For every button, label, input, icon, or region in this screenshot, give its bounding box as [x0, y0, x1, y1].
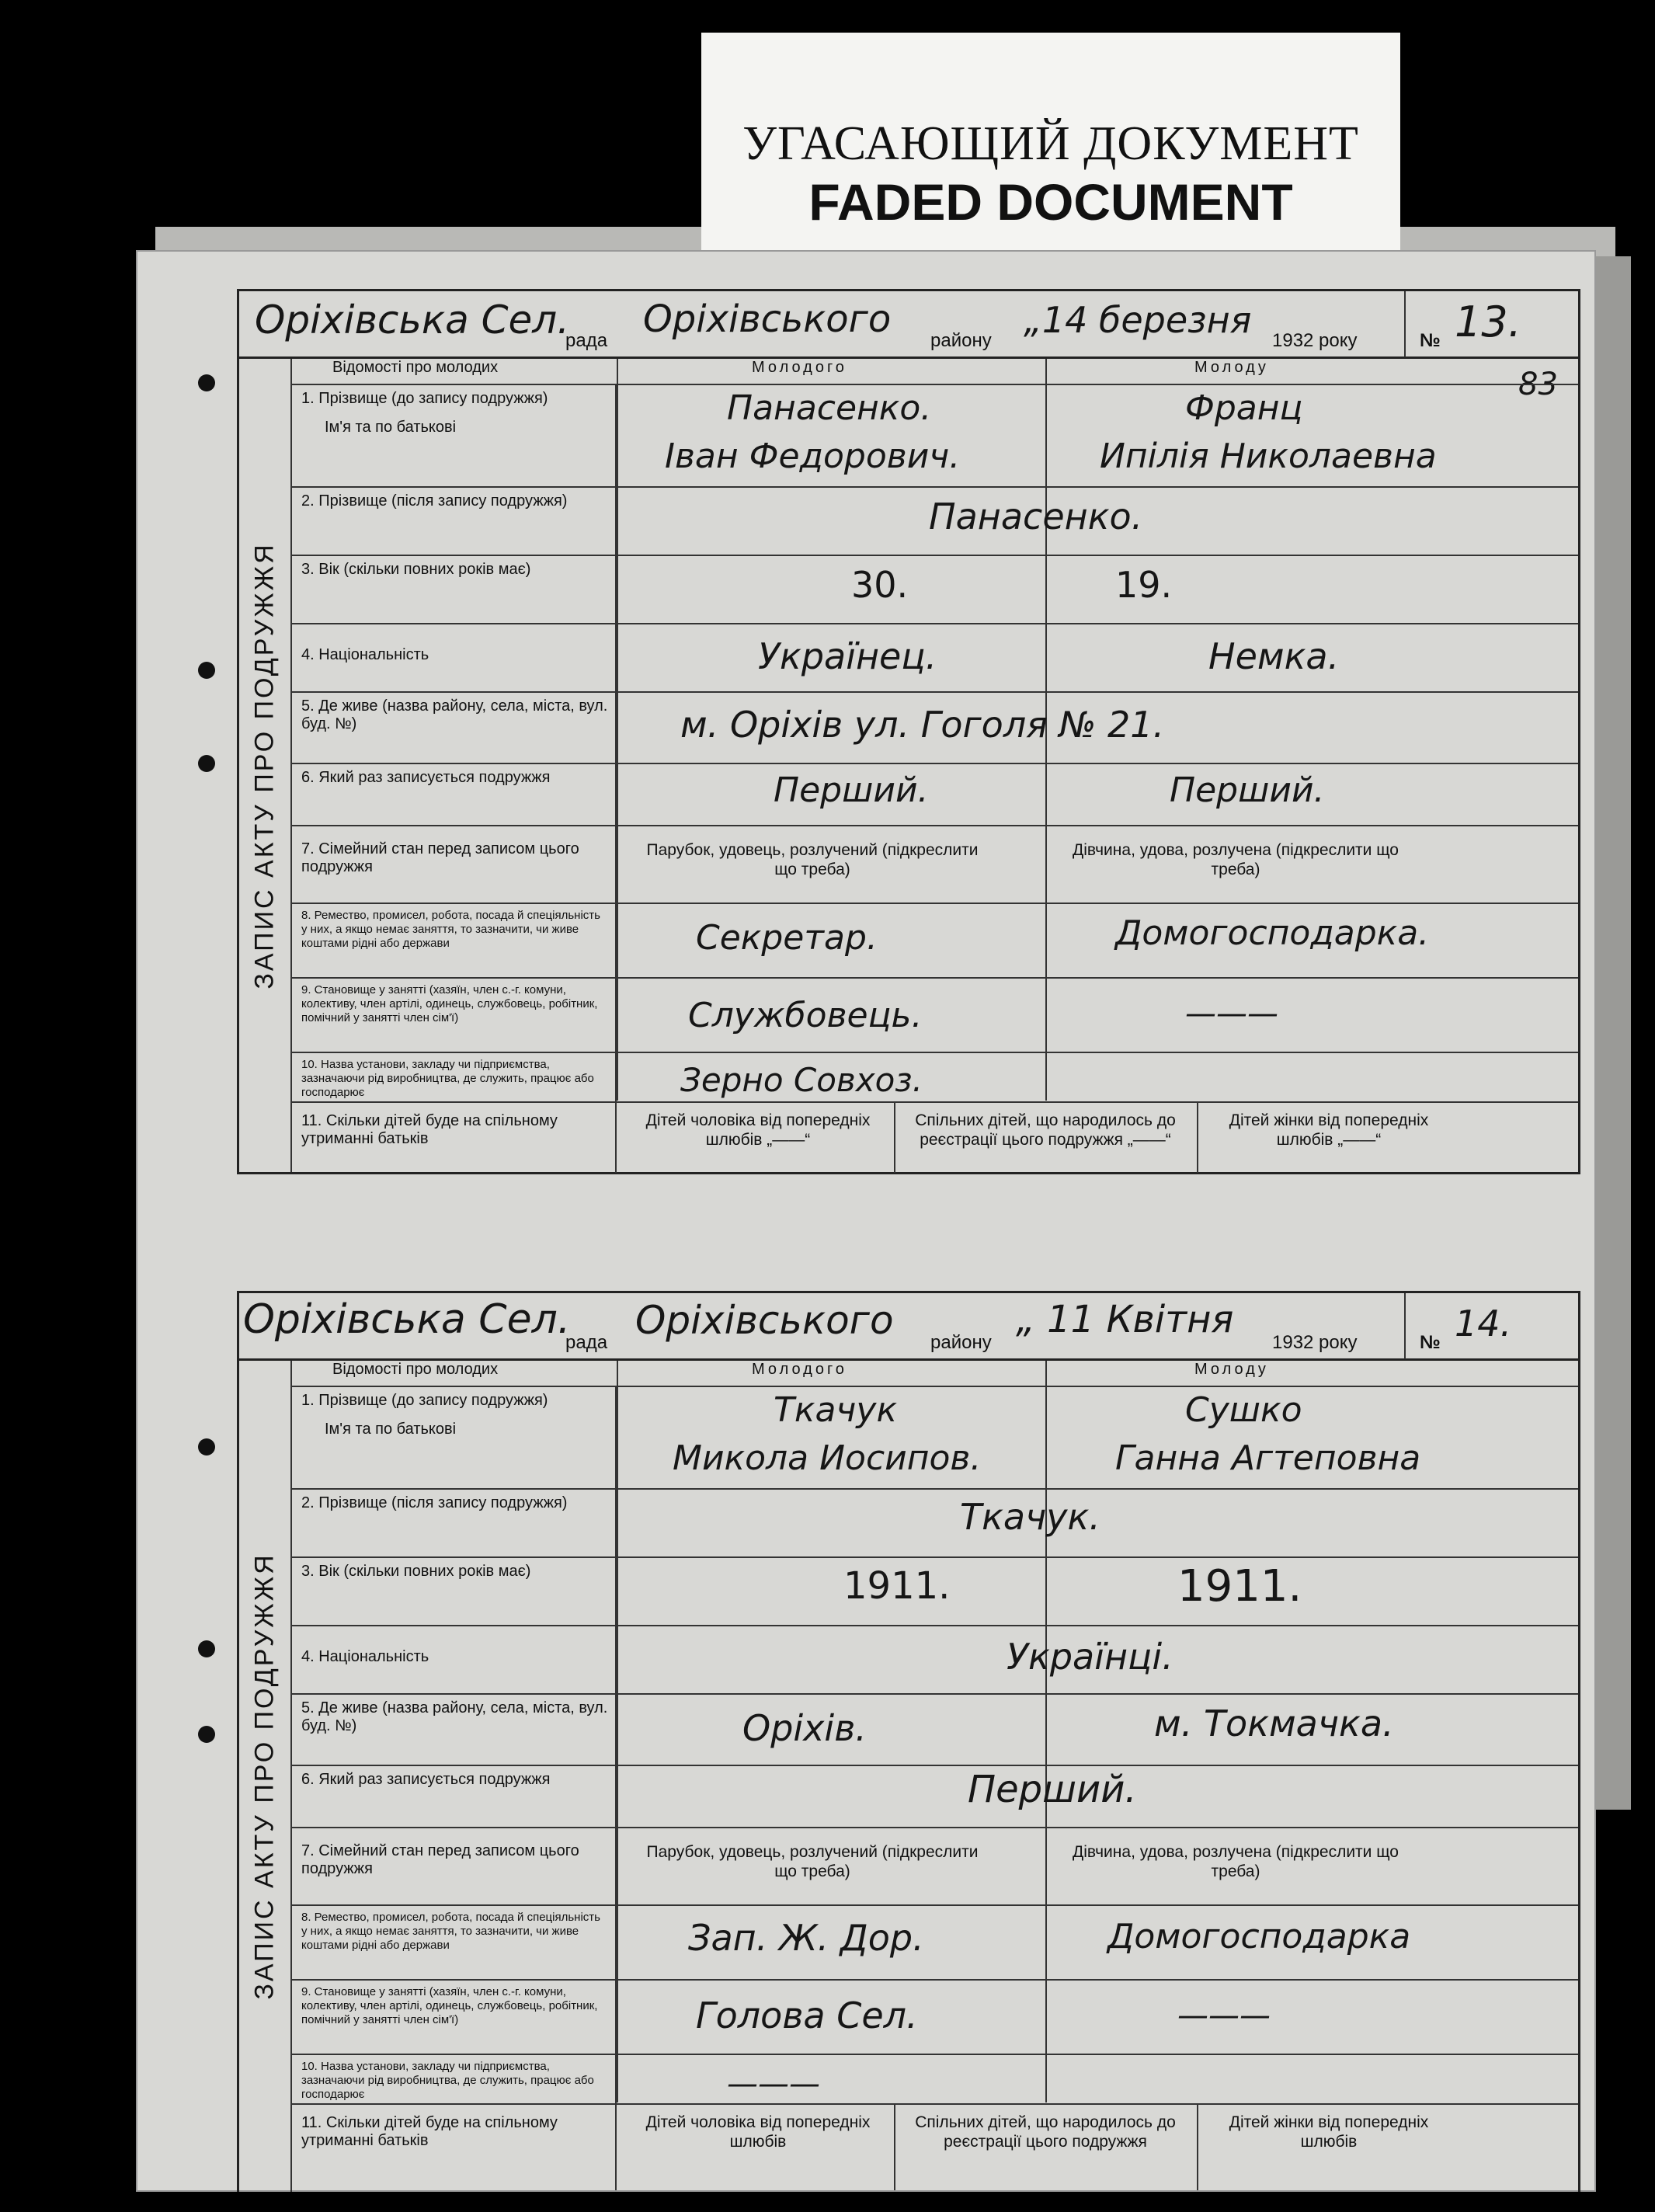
record-number: 13. [1455, 297, 1521, 346]
groom-occupation: Зап. Ж. Дор. [688, 1917, 924, 1959]
groom-header: Молодого [752, 359, 847, 376]
row-organization: 10. Назва установи, закладу чи підприємства, зазначаючи рід виробництва, де служить, працює або господарює ——— [292, 2054, 1578, 2105]
marriage-record-2 [237, 1291, 1580, 2192]
row-position: 9. Становище у занятті (хазяїн, член с.-г. комуни, колективу, член артілі, одинець, службовець, робітник, помічний у занятті член сім'ї) Службовець. ——— [292, 977, 1578, 1053]
groom-age: 1911. [843, 1564, 951, 1608]
record-date: „14 березня [1024, 299, 1252, 341]
row-times: 6. Який раз записується подружжя Перший. [292, 1765, 1578, 1828]
punch-hole [198, 662, 215, 679]
nationality: Українці. [1007, 1636, 1173, 1678]
bride-times: Перший. [1170, 770, 1325, 810]
raion-label: району [930, 1332, 992, 1353]
label-en: FADED DOCUMENT [808, 173, 1293, 231]
row-status: 7. Сімейний стан перед записом цього подружжя Парубок, удовець, розлучений (підкреслити що треба) Дівчина, удова, розлучена (підкреслити що треба) [292, 1827, 1578, 1906]
row-occupation: 8. Ремество, промисел, робота, посада й спеціяльність у них, а якщо немає заняття, то зазначити, чи живе коштами рідні або держави Секретар. Домогосподарка. [292, 903, 1578, 979]
row-surname-before: 1. Прізвище (до запису подружжя) Ім'я та по батькові Панасенко. Іван Федорович. Франц Ипілія Николаевна [292, 384, 1578, 488]
residence: м. Оріхів ул. Гоголя № 21. [680, 704, 1165, 746]
groom-residence: Оріхів. [742, 1707, 867, 1749]
label-ru: УГАСАЮЩИЙ ДОКУМЕНТ [742, 117, 1359, 170]
rada-name: Оріхівська Сел. [243, 1296, 571, 1343]
bride-header: Молоду [1194, 1361, 1269, 1378]
record-table [237, 1361, 1580, 2192]
row-children: 11. Скільки дітей буде на спільному утриманні батьків Дітей чоловіка від попередніх шлюбів Спільних дітей, що народилось до реєстрації цього подружжя Дітей жінки від попередніх шлюбів [292, 2103, 1578, 2190]
rada-label: рада [565, 1332, 608, 1353]
groom-position: Службовець. [688, 996, 923, 1035]
groom-occupation: Секретар. [696, 918, 878, 958]
number-prefix: № [1420, 330, 1441, 351]
groom-position: Голова Сел. [696, 1995, 918, 2036]
document-sheet [136, 250, 1596, 2192]
row-surname-before: 1. Прізвище (до запису подружжя) Ім'я та по батькові Ткачук Микола Иосипов. Сушко Ганна Агтеповна [292, 1386, 1578, 1490]
groom-organization: Зерно Совхоз. [680, 1061, 923, 1099]
bride-name: Ипілія Николаевна [1100, 436, 1437, 476]
groom-surname: Ткачук [774, 1390, 898, 1430]
groom-surname: Панасенко. [727, 388, 932, 428]
record-number: 14. [1455, 1303, 1512, 1344]
bride-surname: Сушко [1185, 1390, 1302, 1430]
kids-husband-note: Дітей чоловіка від попередніх шлюбів „——“ [645, 1111, 871, 1149]
bride-age: 19. [1115, 564, 1173, 606]
info-header: Відомості про молодих [332, 359, 499, 376]
row-position: 9. Становище у занятті (хазяїн, член с.-г. комуни, колективу, член артілі, одинець, службовець, робітник, помічний у занятті член сім'ї) Голова Сел. ——— [292, 1979, 1578, 2055]
groom-header: Молодого [752, 1361, 847, 1378]
raion-name: Оріхівського [643, 297, 892, 341]
kids-common-note: Спільних дітей, що народилось до реєстрації цього подружжя „——“ [915, 1111, 1176, 1149]
bride-occupation: Домогосподарка [1107, 1917, 1411, 1956]
row-times: 6. Який раз записується подружжя Перший. Перший. [292, 763, 1578, 826]
marriage-record-1 [237, 289, 1580, 1174]
row-age: 3. Вік (скільки повних років має) 30. 19. [292, 555, 1578, 624]
row-status: 7. Сімейний стан перед записом цього подружжя Парубок, удовець, розлучений (підкреслити що треба) Дівчина, удова, розлучена (підкреслити що треба) [292, 825, 1578, 904]
row-surname-after: 2. Прізвище (після запису подружжя) Ткачук. [292, 1488, 1578, 1558]
bride-position: ——— [1185, 996, 1278, 1031]
record-header [237, 1291, 1580, 1361]
bride-name: Ганна Агтеповна [1115, 1438, 1421, 1478]
bride-position: ——— [1177, 1998, 1271, 2033]
punch-hole [198, 1640, 215, 1657]
year-label: 1932 року [1272, 330, 1358, 351]
bride-status-note: Дівчина, удова, розлучена (підкреслити що треба) [1073, 841, 1399, 878]
row-residence: 5. Де живе (назва району, села, міста, вул. буд. №) м. Оріхів ул. Гоголя № 21. [292, 691, 1578, 764]
row-age: 3. Вік (скільки повних років має) 1911. 1911. [292, 1556, 1578, 1626]
punch-hole [198, 755, 215, 772]
punch-hole [198, 1438, 215, 1456]
side-title: ЗАПИС АКТУ ПРО ПОДРУЖЖЯ [239, 359, 292, 1172]
info-header: Відомості про молодих [332, 1361, 499, 1378]
row-nationality: 4. Національність Українці. [292, 1625, 1578, 1695]
groom-age: 30. [851, 564, 909, 606]
row-surname-after: 2. Прізвище (після запису подружжя) Панасенко. [292, 486, 1578, 556]
kids-wife-note: Дітей жінки від попередніх шлюбів [1229, 2113, 1429, 2151]
raion-label: району [930, 330, 992, 351]
groom-status-note: Парубок, удовець, розлучений (підкреслити що треба) [646, 1843, 979, 1880]
groom-name: Іван Федорович. [665, 436, 961, 476]
times: Перший. [968, 1768, 1137, 1811]
raion-name: Оріхівського [635, 1298, 894, 1343]
surname-after: Панасенко. [929, 496, 1143, 537]
row-nationality: 4. Національність Українец. Немка. [292, 623, 1578, 693]
row-occupation: 8. Ремество, промисел, робота, посада й спеціяльність у них, а якщо немає заняття, то зазначити, чи живе коштами рідні або держави Зап. Ж. Дор. Домогосподарка [292, 1904, 1578, 1981]
year-label: 1932 року [1272, 1332, 1358, 1353]
groom-name: Микола Иосипов. [673, 1438, 982, 1478]
row-organization: 10. Назва установи, закладу чи підприємства, зазначаючи рід виробництва, де служить, працює або господарює Зерно Совхоз. [292, 1052, 1578, 1103]
rada-label: рада [565, 330, 608, 351]
kids-wife-note: Дітей жінки від попередніх шлюбів „——“ [1229, 1111, 1429, 1149]
record-date: „ 11 Квітня [1016, 1298, 1234, 1341]
bride-header: Молоду [1194, 359, 1269, 376]
kids-husband-note: Дітей чоловіка від попередніх шлюбів [645, 2113, 871, 2151]
bride-nationality: Немка. [1208, 635, 1340, 677]
bride-status-note: Дівчина, удова, розлучена (підкреслити що треба) [1073, 1843, 1399, 1880]
row-children: 11. Скільки дітей буде на спільному утриманні батьків Дітей чоловіка від попередніх шлюбів „——“ Спільних дітей, що народилось до реєстрації цього подружжя „——“ Дітей жінки від попередніх шлюбів „——“ [292, 1101, 1578, 1173]
groom-status-note: Парубок, удовець, розлучений (підкреслити що треба) [646, 841, 979, 878]
record-header [237, 289, 1580, 359]
bride-residence: м. Токмачка. [1154, 1702, 1394, 1744]
kids-common-note: Спільних дітей, що народилось до реєстрації цього подружжя [915, 2113, 1176, 2151]
row-residence: 5. Де живе (назва району, села, міста, вул. буд. №) Оріхів. м. Токмачка. [292, 1693, 1578, 1766]
number-prefix: № [1420, 1332, 1441, 1353]
groom-times: Перший. [774, 770, 929, 810]
surname-after: Ткачук. [960, 1496, 1100, 1538]
faded-document-label [701, 33, 1400, 258]
bride-occupation: Домогосподарка. [1115, 913, 1430, 953]
side-title: ЗАПИС АКТУ ПРО ПОДРУЖЖЯ [239, 1361, 292, 2192]
rada-name: Оріхівська Сел. [255, 297, 570, 343]
record-table [237, 359, 1580, 1174]
punch-hole [198, 1726, 215, 1743]
groom-organization: ——— [727, 2066, 820, 2102]
groom-nationality: Українец. [758, 635, 937, 677]
punch-hole [198, 374, 215, 391]
bride-surname: Франц [1185, 388, 1303, 428]
bride-age: 1911. [1177, 1561, 1302, 1612]
side-mark: 83 [1518, 367, 1558, 402]
